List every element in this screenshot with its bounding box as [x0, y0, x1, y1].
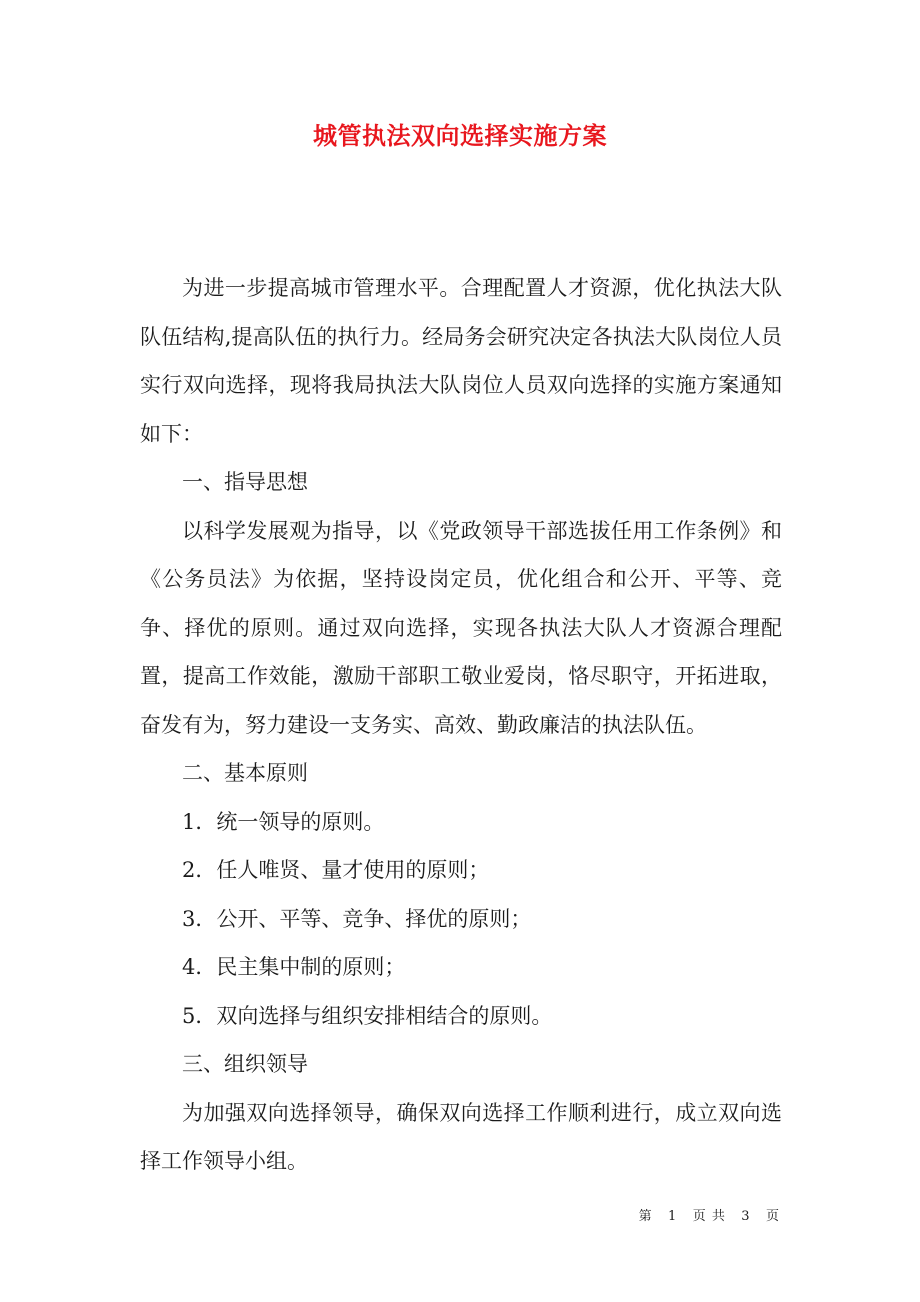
footer-suffix: 页	[765, 1209, 780, 1224]
page-number-footer	[639, 1207, 780, 1227]
principle-item: 3．公开、平等、竞争、择优的原则；	[182, 906, 532, 931]
footer-current-page: 1	[668, 1209, 678, 1224]
organization-paragraph: 为加强双向选择领导，确保双向选择工作顺利进行，成立双向选择工作领导小组。	[140, 1100, 782, 1173]
principle-item: 5．双向选择与组织安排相结合的原则。	[182, 1003, 553, 1028]
section-heading-basic-principles: 二、基本原则	[182, 761, 308, 785]
section-heading-organization: 三、组织领导	[182, 1052, 308, 1076]
document-body	[140, 264, 782, 1186]
footer-prefix: 第	[638, 1209, 653, 1224]
footer-total-pages: 3	[741, 1209, 751, 1224]
principle-item: 2．任人唯贤、量才使用的原则；	[182, 858, 490, 882]
intro-paragraph: 为进一步提高城市管理水平。合理配置人才资源，优化执法大队队伍结构,提高队伍的执行力。经局务会研究决定各执法大队岗位人员实行双向选择，现将我局执法大队岗位人员双向选择的实施方案通知如下：	[140, 276, 782, 446]
guiding-ideology-paragraph: 以科学发展观为指导，以《党政领导干部选拔任用工作条例》和《公务员法》为依据，坚持设岗定员，优化组合和公开、平等、竞争、择优的原则。通过双向选择，实现各执法大队人才资源合理配置，提高工作效能，激励干部职工敬业爱岗，恪尽职守，开拓进取，奋发有为，努力建设一支务实、高效、勤政廉洁的执法队伍。	[140, 518, 782, 737]
footer-middle: 页 共	[692, 1209, 726, 1224]
document-title: 城管执法双向选择实施方案	[313, 121, 607, 150]
principle-item: 4．民主集中制的原则；	[182, 955, 406, 979]
principle-item: 1．统一领导的原则。	[182, 809, 385, 834]
section-heading-guiding-ideology: 一、指导思想	[182, 470, 308, 494]
